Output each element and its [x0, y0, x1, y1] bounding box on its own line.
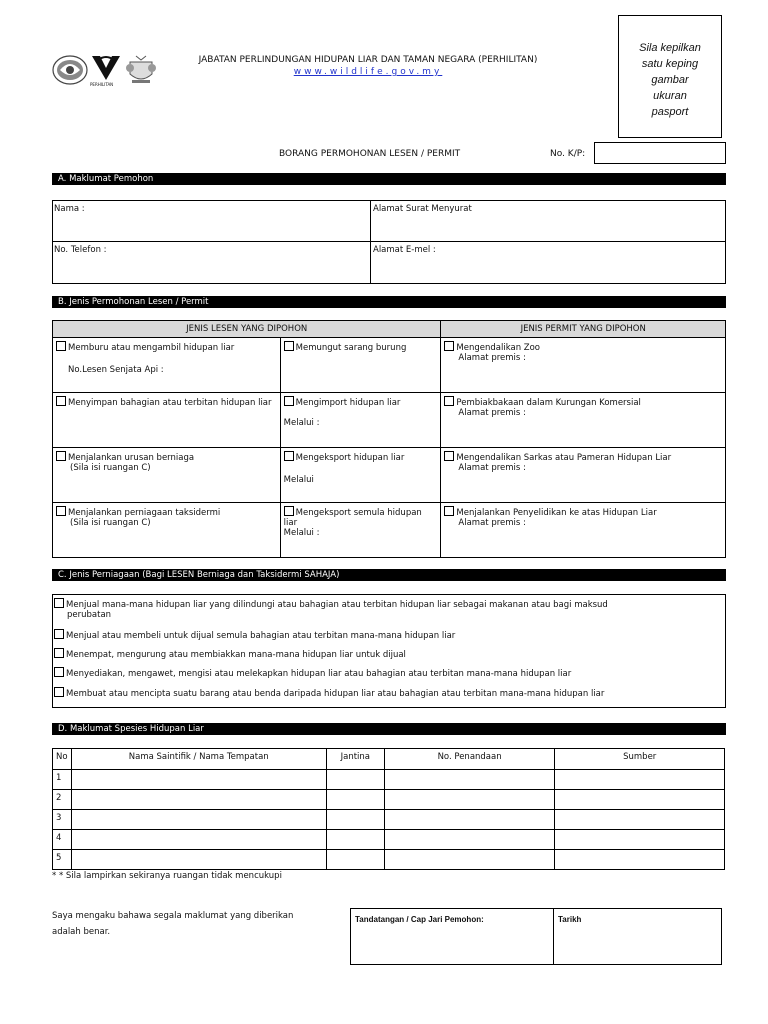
- section-a-title: A. Maklumat Pemohon: [52, 173, 726, 185]
- col-gender: Jantina: [326, 749, 384, 770]
- cell-input[interactable]: [555, 830, 725, 850]
- passport-photo-box: [618, 15, 722, 138]
- checkbox[interactable]: [444, 341, 454, 351]
- table-row: [53, 790, 725, 810]
- email-field[interactable]: Alamat E-mel :: [373, 245, 436, 255]
- checkbox[interactable]: [54, 598, 64, 608]
- checkbox[interactable]: [54, 629, 64, 639]
- section-c-title: C. Jenis Perniagaan (Bagi LESEN Berniaga dan Taksidermi SAHAJA): [52, 569, 726, 581]
- checkbox[interactable]: [284, 506, 294, 516]
- kp-label: No. K/P:: [550, 149, 586, 159]
- table-row: [53, 810, 725, 830]
- cell-input[interactable]: [555, 770, 725, 790]
- species-table: [52, 748, 725, 870]
- cell-input[interactable]: [71, 810, 326, 830]
- cell-input[interactable]: [555, 850, 725, 870]
- business-option[interactable]: Menyediakan, mengawet, mengisi atau melekapkan hidupan liar atau bahagian atau terbitan mana-mana hidupan liar: [54, 667, 571, 679]
- permit-option[interactable]: Menjalankan Penyelidikan ke atas Hidupan Liar Alamat premis :: [441, 503, 726, 558]
- cell-input[interactable]: [326, 790, 384, 810]
- col-no: No: [53, 749, 72, 770]
- cell-input[interactable]: [71, 770, 326, 790]
- coat-of-arms-icon: [124, 54, 158, 86]
- cell-input[interactable]: [71, 790, 326, 810]
- table-row: [53, 830, 725, 850]
- photo-note-line: ukuran: [653, 90, 687, 102]
- form-title: BORANG PERMOHONAN LESEN / PERMIT: [279, 149, 461, 159]
- cell-input[interactable]: [71, 850, 326, 870]
- checkbox[interactable]: [56, 506, 66, 516]
- col-name: Nama Saintifik / Nama Tempatan: [71, 749, 326, 770]
- lesen-option[interactable]: Mengeksport semula hidupan liar Melalui :: [280, 503, 441, 558]
- address-field[interactable]: Alamat Surat Menyurat: [373, 204, 472, 214]
- checkbox[interactable]: [56, 451, 66, 461]
- photo-note-line: satu keping: [641, 58, 699, 70]
- table-row: [53, 850, 725, 870]
- checkbox[interactable]: [284, 451, 294, 461]
- table-row: [53, 770, 725, 790]
- business-option[interactable]: Menjual mana-mana hidupan liar yang dilindungi atau bahagian atau terbitan hidupan liar sebagai makanan atau bagi maksud perubatan: [54, 598, 722, 620]
- cell-input[interactable]: [71, 830, 326, 850]
- lesen-option[interactable]: Memungut sarang burung: [280, 338, 441, 393]
- checkbox[interactable]: [444, 396, 454, 406]
- business-option[interactable]: Membuat atau mencipta suatu barang atau benda daripada hidupan liar atau bahagian atau terbitan mana-mana hidupan liar: [54, 687, 604, 699]
- checkbox[interactable]: [54, 648, 64, 658]
- license-permit-table: [52, 320, 726, 558]
- lesen-option[interactable]: Mengimport hidupan liar Melalui :: [280, 393, 441, 448]
- checkbox[interactable]: [54, 667, 64, 677]
- permit-option[interactable]: Pembiakbakaan dalam Kurungan Komersial Alamat premis :: [441, 393, 726, 448]
- checkbox[interactable]: [444, 506, 454, 516]
- checkbox[interactable]: [444, 451, 454, 461]
- lesen-option[interactable]: Memburu atau mengambil hidupan liar No.Lesen Senjata Api :: [53, 338, 281, 393]
- lesen-option[interactable]: Mengeksport hidupan liar Melalui: [280, 448, 441, 503]
- row-number: 4: [53, 830, 72, 850]
- photo-note-line: Sila kepilkan: [639, 42, 701, 54]
- lesen-option[interactable]: Menjalankan urusan berniaga (Sila isi ruangan C): [53, 448, 281, 503]
- row-number: 5: [53, 850, 72, 870]
- website-link[interactable]: www.wildlife.gov.my: [293, 67, 443, 77]
- checkbox[interactable]: [284, 341, 294, 351]
- photo-note-line: pasport: [651, 106, 689, 118]
- perhilitan-logo-icon: [90, 52, 122, 86]
- cell-input[interactable]: [384, 770, 555, 790]
- permit-header: JENIS PERMIT YANG DIPOHON: [441, 321, 726, 338]
- cell-input[interactable]: [555, 810, 725, 830]
- business-option[interactable]: Menjual atau membeli untuk dijual semula bahagian atau terbitan mana-mana hidupan liar: [54, 629, 455, 641]
- perhilitan-emblem-icon: [52, 54, 88, 86]
- logo-caption: PERHILITAN: [90, 82, 114, 87]
- section-d-title: D. Maklumat Spesies Hidupan Liar: [52, 723, 726, 735]
- col-tag: No. Penandaan: [384, 749, 555, 770]
- checkbox[interactable]: [56, 341, 66, 351]
- cell-input[interactable]: [384, 790, 555, 810]
- cell-input[interactable]: [384, 850, 555, 870]
- row-number: 3: [53, 810, 72, 830]
- cell-input[interactable]: [326, 810, 384, 830]
- checkbox[interactable]: [56, 396, 66, 406]
- date-field[interactable]: Tarikh: [558, 915, 582, 924]
- cell-input[interactable]: [326, 830, 384, 850]
- col-source: Sumber: [555, 749, 725, 770]
- row-number: 2: [53, 790, 72, 810]
- permit-option[interactable]: Mengendalikan Sarkas atau Pameran Hidupan Liar Alamat premis :: [441, 448, 726, 503]
- signature-field[interactable]: Tandatangan / Cap Jari Pemohon:: [355, 915, 484, 924]
- name-field[interactable]: Nama :: [54, 204, 85, 214]
- cell-input[interactable]: [555, 790, 725, 810]
- cell-input[interactable]: [326, 850, 384, 870]
- agency-name: JABATAN PERLINDUNGAN HIDUPAN LIAR DAN TAMAN NEGARA (PERHILITAN): [198, 55, 538, 65]
- permit-option[interactable]: Mengendalikan Zoo Alamat premis :: [441, 338, 726, 393]
- cell-input[interactable]: [384, 830, 555, 850]
- row-number: 1: [53, 770, 72, 790]
- declaration-text: Saya mengaku bahawa segala maklumat yang diberikan adalah benar.: [52, 911, 294, 937]
- cell-input[interactable]: [326, 770, 384, 790]
- cell-input[interactable]: [384, 810, 555, 830]
- species-note: * * Sila lampirkan sekiranya ruangan tidak mencukupi: [52, 871, 282, 881]
- phone-field[interactable]: No. Telefon :: [54, 245, 107, 255]
- lesen-header: JENIS LESEN YANG DIPOHON: [53, 321, 441, 338]
- section-b-title: B. Jenis Permohonan Lesen / Permit: [52, 296, 726, 308]
- lesen-option[interactable]: Menjalankan perniagaan taksidermi (Sila isi ruangan C): [53, 503, 281, 558]
- lesen-option[interactable]: Menyimpan bahagian atau terbitan hidupan liar: [53, 393, 281, 448]
- checkbox[interactable]: [284, 396, 294, 406]
- checkbox[interactable]: [54, 687, 64, 697]
- business-option[interactable]: Menempat, mengurung atau membiakkan mana-mana hidupan liar untuk dijual: [54, 648, 406, 660]
- photo-note-line: gambar: [651, 74, 689, 86]
- kp-input[interactable]: [594, 142, 726, 164]
